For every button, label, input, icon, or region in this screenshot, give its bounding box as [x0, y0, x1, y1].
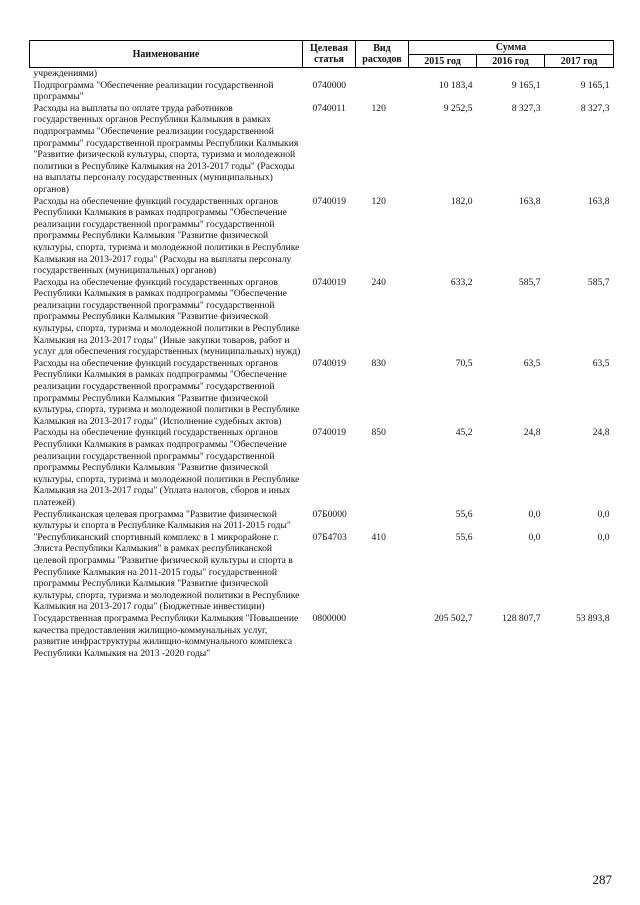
cell-2015: 9 252,5 [443, 102, 473, 114]
cell-code: 0740011 [312, 102, 346, 114]
cell-code: 0740019 [312, 195, 347, 207]
header-sum: Сумма [409, 41, 614, 55]
cell-2017: 585,7 [587, 276, 610, 288]
cell-2015: 633,2 [450, 276, 473, 288]
cell-type: 120 [371, 102, 386, 114]
cell-name: Республиканская целевая программа "Развитие физической культуры и спорта в Республике Калмыкия на 2011-2015 годы" [33, 508, 291, 532]
cell-type [356, 509, 409, 532]
cell-2016: 585,7 [518, 276, 541, 288]
table-row [30, 103, 614, 196]
cell-code: 0740019 [312, 427, 347, 439]
cell-2016: 24,8 [523, 427, 541, 439]
table-body [30, 68, 614, 660]
header-year-2015: 2015 год [409, 55, 477, 68]
cell-name: учреждениями) [33, 68, 98, 79]
header-name: Наименование [30, 41, 303, 68]
cell-name: Расходы на обеспечение функций государственных органов Республики Калмыкия в рамках подпрограммы "Обеспечение реализации государственной программы" государственной программы Республики Калмыкия "Развитие физической культуры, спорта, туризма и молодежной политики в Республике Калмыкия на 2013-2017 годы" (Уплата налогов, сборов и иных платежей) [33, 427, 300, 508]
table-row [30, 277, 614, 358]
cell-type [356, 80, 409, 103]
cell-2015: 45,2 [455, 427, 473, 439]
cell-2015: 205 502,7 [434, 612, 473, 624]
budget-table-page [29, 40, 613, 659]
cell-type [356, 613, 409, 659]
cell-2016 [477, 68, 545, 80]
cell-type: 830 [371, 357, 386, 369]
table-row [30, 509, 614, 532]
table-row [30, 68, 614, 80]
cell-type: 240 [371, 276, 386, 288]
budget-table [29, 40, 614, 659]
cell-2015: 70,5 [455, 357, 473, 369]
cell-2016: 9 165,1 [511, 79, 541, 91]
cell-type: 120 [371, 195, 386, 207]
cell-code [303, 68, 356, 80]
table-row [30, 80, 614, 103]
cell-2015: 55,6 [455, 531, 473, 543]
cell-name: "Республиканский спортивный комплекс в 1 микрорайоне г. Элиста Республики Калмыкия" в рамках республиканской целевой программы "Развитие физической культуры и спорта в Республике Калмыкия на 2011-2015 годы" государственной программы Республики Калмыкия "Развитие физической культуры, спорта, туризма и молодежной политики в Республике Калмыкия на 2013-2017 годы" (Бюджетные инвестиции) [33, 531, 300, 613]
cell-code: 0740000 [312, 79, 347, 91]
cell-2017: 8 327,3 [580, 102, 610, 114]
cell-2015: 10 183,4 [438, 79, 473, 91]
cell-name: Расходы на обеспечение функций государственных органов Республики Калмыкия в рамках подпрограммы "Обеспечение реализации государственной программы" государственной программы Республики Калмыкия "Развитие физической культуры, спорта, туризма и молодежной политики в Республике Калмыкия на 2013-2017 годы" (Исполнение судебных актов) [33, 357, 300, 427]
table-header [30, 41, 614, 68]
header-code: Целевая статья [303, 41, 356, 68]
cell-code: 07Б0000 [312, 508, 347, 520]
table-row [30, 532, 614, 613]
cell-name: Расходы на обеспечение функций государственных органов Республики Калмыкия в рамках подпрограммы "Обеспечение реализации государственной программы" государственной программы Республики Калмыкия "Развитие физической культуры, спорта, туризма и молодежной политики в Республике Калмыкия на 2013-2017 годы" (Иные закупки товаров, работ и услуг для обеспечения государственных (муниципальных) нужд) [33, 276, 301, 358]
cell-2017: 53 893,8 [575, 612, 610, 624]
cell-type: 410 [371, 531, 386, 543]
cell-2016: 0,0 [528, 508, 541, 520]
cell-code: 07Б4703 [312, 531, 347, 543]
cell-code: 0740019 [312, 276, 347, 288]
header-year-2017: 2017 год [545, 55, 614, 68]
cell-2017 [545, 68, 614, 80]
header-year-2016: 2016 год [477, 55, 545, 68]
table-row [30, 613, 614, 659]
cell-code: 0740019 [312, 357, 347, 369]
cell-2017: 9 165,1 [580, 79, 610, 91]
cell-2016: 0,0 [528, 531, 541, 543]
cell-code: 0800000 [312, 612, 347, 624]
cell-type [356, 68, 409, 80]
cell-type: 850 [371, 427, 386, 439]
page-number: 287 [592, 872, 612, 887]
cell-2016: 8 327,3 [511, 102, 541, 114]
cell-2017: 163,8 [587, 195, 610, 207]
cell-name: Подпрограмма "Обеспечение реализации государственной программы" [33, 79, 274, 103]
table-row [30, 358, 614, 428]
cell-2017: 24,8 [592, 427, 610, 439]
cell-name: Расходы на выплаты по оплате труда работников государственных органов Республики Калмыкия в рамках подпрограммы "Обеспечение реализации государственной программы" государственной программы Республики Калмыкия "Развитие физической культуры, спорта, туризма и молодежной политики в Республике Калмыкия на 2013-2017 годы" (Расходы на выплаты персоналу государственных (муниципальных) органов) [33, 102, 299, 195]
table-row [30, 196, 614, 277]
cell-2017: 63,5 [592, 357, 610, 369]
cell-2015: 182,0 [450, 195, 473, 207]
cell-2016: 163,8 [518, 195, 541, 207]
cell-2017: 0,0 [597, 508, 610, 520]
cell-name: Расходы на обеспечение функций государственных органов Республики Калмыкия в рамках подпрограммы "Обеспечение реализации государственной программы" государственной программы Республики Калмыкия "Развитие физической культуры, спорта, туризма и молодежной политики в Республике Калмыкия на 2013-2017 годы" (Расходы на выплаты персоналу государственных (муниципальных) органов) [33, 195, 300, 277]
header-type: Вид расходов [356, 41, 409, 68]
cell-2015 [409, 68, 477, 80]
cell-2016: 63,5 [523, 357, 541, 369]
cell-2017: 0,0 [597, 531, 610, 543]
table-row [30, 427, 614, 508]
cell-name: Государственная программа Республики Калмыкия "Повышение качества предоставления жилищно-коммунальных услуг, развитие инфраструктуры жилищно-коммунального комплекса Республики Калмыкия на 2013 -2020 годы" [33, 612, 299, 659]
cell-2016: 128 807,7 [502, 612, 541, 624]
cell-2015: 55,6 [455, 508, 473, 520]
